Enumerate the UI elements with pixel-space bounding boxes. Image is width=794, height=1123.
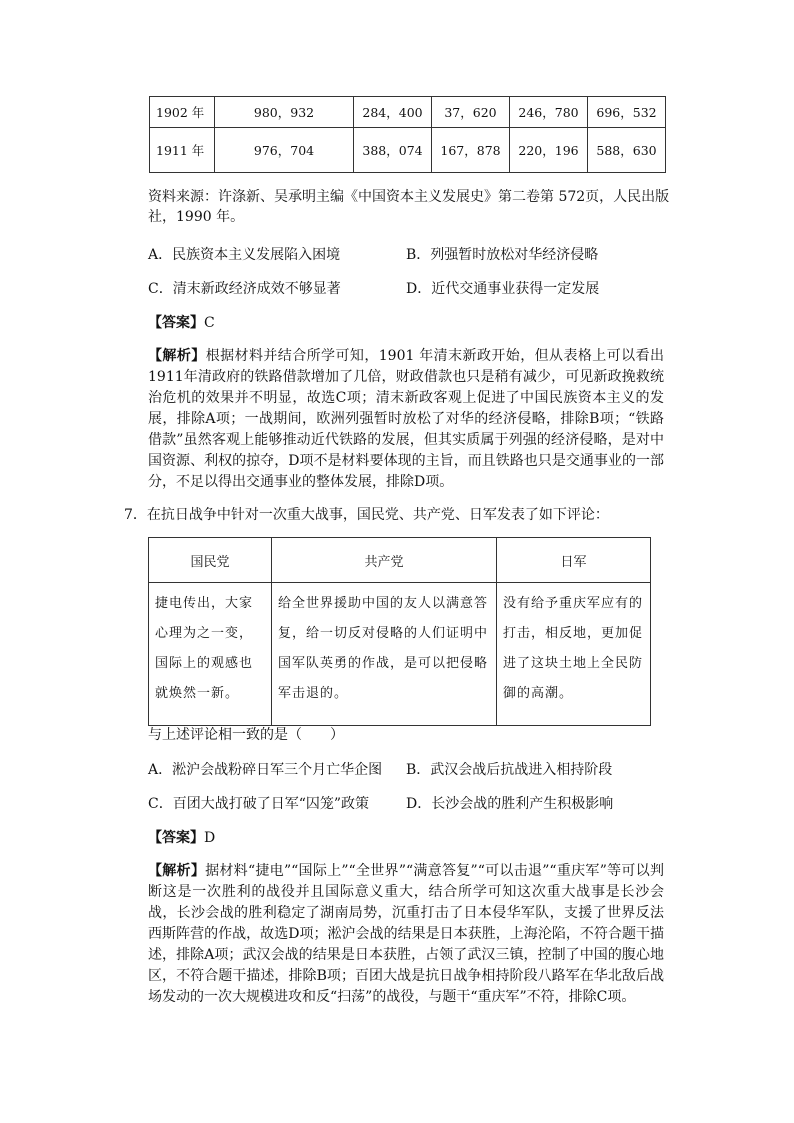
q6-option-c: C．清末新政经济成效不够显著 [148,281,341,297]
table-cell: 220，196 [510,128,588,173]
source-citation-line1: 资料来源：许涤新、吴承明主编《中国资本主义发展史》第二卷第 572页，人民出版 [148,189,670,205]
q6-option-b: B．列强暂时放松对华经济侵略 [406,247,599,263]
analysis-label: 【解析】 [148,863,206,879]
table-header-row [149,538,651,583]
q6-option-d: D．近代交通事业获得一定发展 [406,281,600,297]
analysis-text: 根据材料并结合所学可知，1901 年清末新政开始，但从表格上可以看出1911年清政府的铁路借款增加了几倍，财政借款也只是稍有减少，可见新政挽救统治危机的效果并不明显，故选C项；清末新政客观上促进了中国民族资本主义的发展，排除A项；一战期间，欧洲列强暂时放松了对华的经济侵略，排除B项；“铁路借款”虽然客观上能够推动近代铁路的发展，但其实质属于列强的经济侵略，是对中国资源、利权的掠夺，D项不是材料要体现的主旨，而且铁路也只是交通事业的一部分，不足以得出交通事业的整体发展，排除D项。 [148,348,664,490]
q6-answer [148,312,215,332]
q6-option-a: A．民族资本主义发展陷入困境 [148,247,341,263]
table-cell: 1902 年 [150,97,215,128]
q7-analysis [148,861,664,1008]
cell-japan: 没有给予重庆军应有的打击，相反地，更加促进了这块土地上全民防御的高潮。 [497,583,651,726]
q7-prompt: 与上述评论相一致的是（ ） [148,727,344,743]
table-cell: 167，878 [432,128,510,173]
analysis-label: 【解析】 [148,348,206,364]
analysis-text: 据材料“捷电”“国际上”“全世界”“满意答复”“可以击退”“重庆军”等可以判断这是一次胜利的战役并且国际意义重大，结合所学可知这次重大战事是长沙会战，长沙会战的胜利稳定了湖南局势，沉重打击了日本侵华军队，支援了世界反法西斯阵营的作战，故选D项；淞沪会战的结果是日本获胜，上海沦陷，不符合题干描述，排除A项；武汉会战的结果是日本获胜，占领了武汉三镇，控制了中国的腹心地区，不符合题干描述，排除B项；百团大战是抗日战争相持阶段八路军在华北敌后战场发动的一次大规模进攻和反“扫荡”的战役，与题干“重庆军”不符，排除C项。 [148,863,664,1005]
cell-cpc: 给全世界援助中国的友人以满意答复，给一切反对侵略的人们证明中国军队英勇的作战，是可以把侵略军击退的。 [272,583,497,726]
table-cell: 588，630 [588,128,666,173]
table-row [149,583,651,726]
table-cell: 696，532 [588,97,666,128]
header-japan: 日军 [497,538,651,583]
table-cell: 980，932 [215,97,354,128]
header-kmt: 国民党 [149,538,272,583]
q7-option-d: D．长沙会战的胜利产生积极影响 [406,796,614,812]
q6-analysis [148,346,664,493]
cell-kmt: 捷电传出，大家心理为之一变，国际上的观感也就焕然一新。 [149,583,272,726]
answer-label: 【答案】 [148,315,204,331]
table-cell: 976，704 [215,128,354,173]
q7-question: 7．在抗日战争中针对一次重大战事，国民党、共产党、日军发表了如下评论： [124,507,609,523]
q7-answer [148,827,215,847]
answer-value: C [204,315,215,331]
answer-value: D [204,830,216,846]
table-cell: 246，780 [510,97,588,128]
q7-option-b: B．武汉会战后抗战进入相持阶段 [406,762,613,778]
table-cell: 37，620 [432,97,510,128]
source-citation-line2: 社，1990 年。 [148,209,245,225]
answer-label: 【答案】 [148,830,204,846]
table-cell: 388，074 [354,128,432,173]
table-row [150,97,666,128]
table-cell: 284，400 [354,97,432,128]
loan-data-table [149,96,666,173]
q7-option-a: A．淞沪会战粉碎日军三个月亡华企图 [148,762,383,778]
header-cpc: 共产党 [272,538,497,583]
q7-option-c: C．百团大战打破了日军“囚笼”政策 [148,796,370,812]
table-row [150,128,666,173]
table-cell: 1911 年 [150,128,215,173]
comments-table [148,537,651,726]
